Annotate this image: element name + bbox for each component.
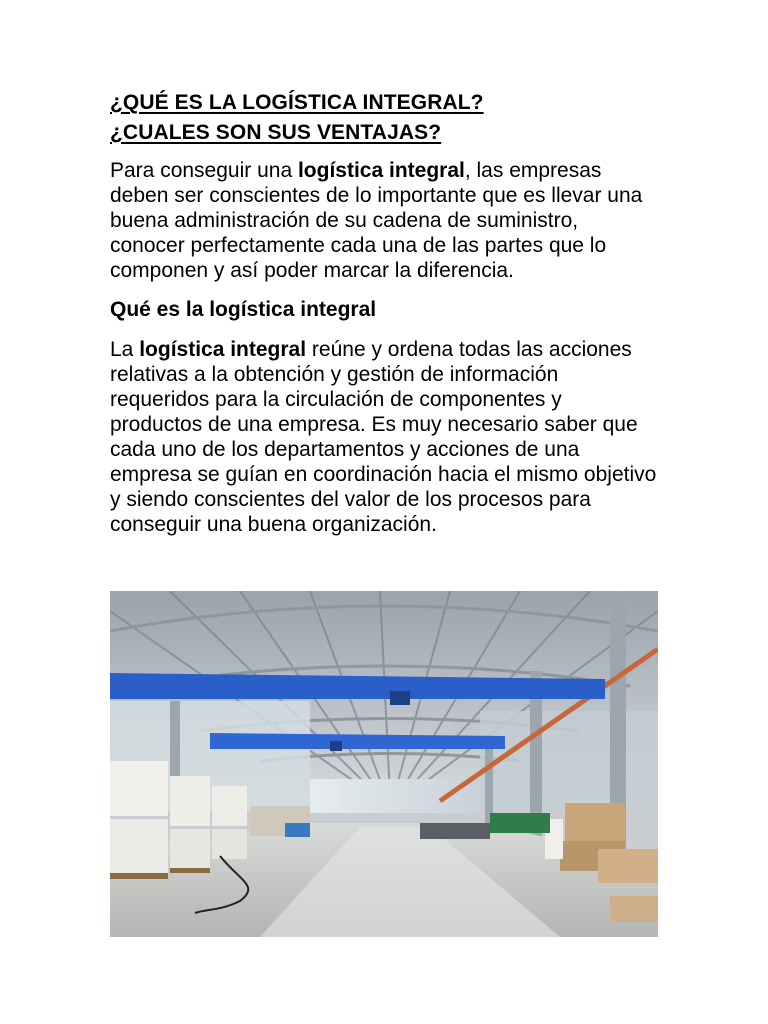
section-text-end: reúne y ordena todas las acciones relativas a la obtención y gestión de información requeridos para la circulación de componentes y productos de una empresa. Es muy necesario saber que cada uno de los departamentos y acciones de una empresa se guían en coordinación hacia el mismo objetivo y siendo conscientes del valor de los procesos para conseguir una buena organización. [110, 338, 657, 536]
back-wall [310, 779, 480, 813]
intro-paragraph [110, 158, 658, 283]
section-heading: Qué es la logística integral [110, 298, 377, 321]
overhead-crane-back [210, 733, 505, 751]
intro-text-end: , las empresas deben ser conscientes de lo importante que es llevar una buena administración de su cadena de suministro, conocer perfectamente cada una de las partes que lo componen y así poder marcar la diferencia. [110, 159, 643, 282]
document-title [110, 88, 658, 148]
title-line-2: ¿CUALES SON SUS VENTAJAS? [110, 121, 442, 144]
section-text-start: La [110, 338, 140, 361]
section-bold-term: logística integral [139, 338, 307, 361]
warehouse-photo [110, 591, 658, 937]
warehouse-illustration [110, 591, 658, 937]
right-wall [480, 711, 658, 811]
section-paragraph [110, 337, 658, 537]
document-body [110, 88, 658, 537]
intro-text-start: Para conseguir una [110, 159, 298, 182]
intro-bold-term: logística integral [297, 159, 465, 182]
title-line-1: ¿QUÉ ES LA LOGÍSTICA INTEGRAL? [110, 91, 484, 114]
